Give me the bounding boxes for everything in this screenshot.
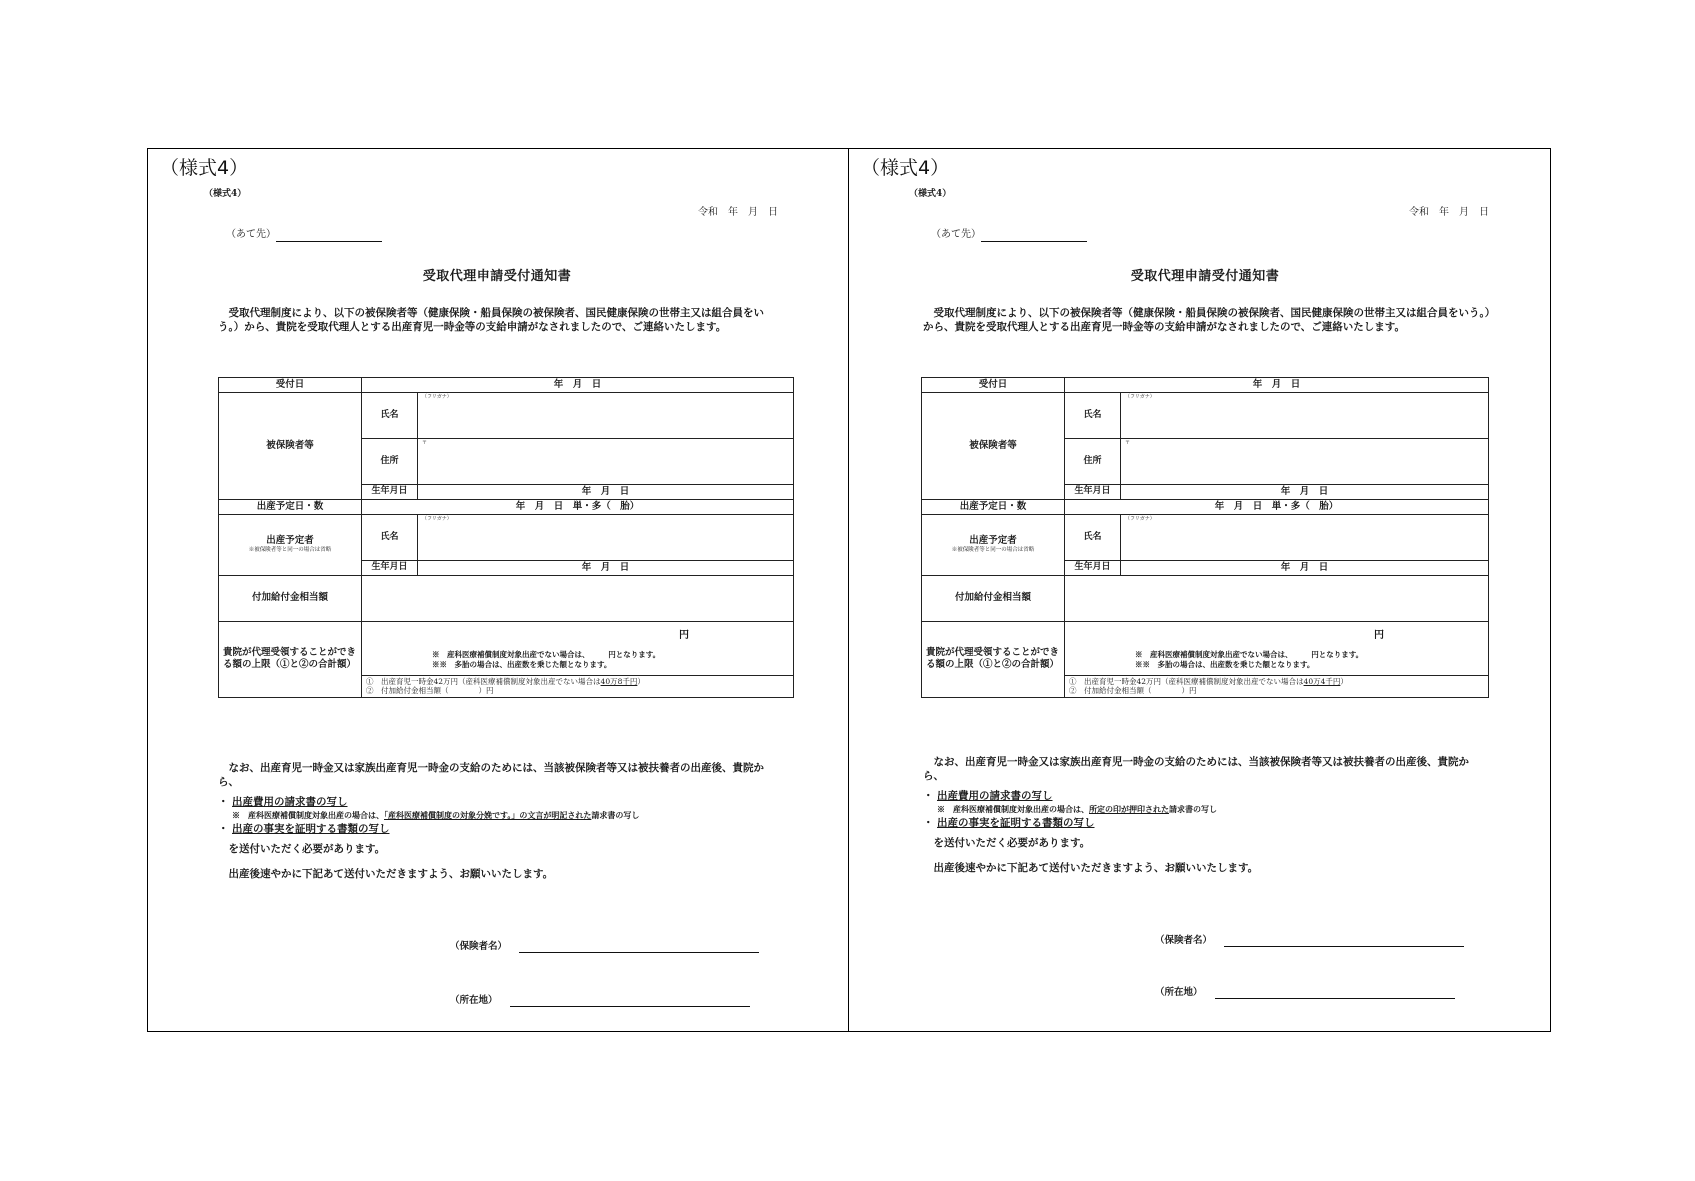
addressee-label: （あて先）: [931, 229, 981, 240]
invoice-note: [218, 810, 778, 821]
mother-note: ※被保険者等と同一の場合は省略: [248, 547, 332, 554]
closing-paragraph: なお、出産育児一時金又は家族出産育児一時金の支給のためには、当該被保険者等又は被扶養者の出産後、貴院から、: [218, 762, 764, 789]
required-item-invoice: ・ 出産費用の請求書の写し: [218, 795, 778, 809]
limit-label: 貴院が代理受領することができる額の上限（①と②の合計額）: [219, 621, 362, 698]
address-field: [418, 438, 794, 484]
limit-note-1: ※ 産科医療補償制度対象出産でない場合は、 円となります。: [432, 649, 661, 659]
limit-breakdown: [1065, 675, 1489, 698]
required-item-proof: ・ 出産の事実を証明する書類の写し: [923, 816, 1489, 830]
birthdate-value: 年 月 日: [418, 484, 794, 499]
mother-birthdate-label: 生年月日: [362, 560, 418, 575]
limit-note-2: ※※ 多胎の場合は、出産数を乗じた額となります。: [1135, 659, 1315, 669]
application-table: [921, 377, 1489, 698]
insurer-blank: [1224, 937, 1464, 947]
send-request: を送付いただく必要があります。: [228, 843, 386, 856]
mother-name-label: 氏名: [1065, 514, 1121, 560]
required-item-invoice: ・ 出産費用の請求書の写し: [923, 789, 1489, 803]
addressee-blank: [981, 232, 1087, 242]
limit-label: 貴院が代理受領することができる額の上限（①と②の合計額）: [922, 621, 1065, 698]
required-documents: [218, 795, 778, 836]
closing-section: [218, 761, 778, 881]
invoice-note: [923, 804, 1489, 815]
mother-note: ※被保険者等と同一の場合は省略: [951, 547, 1035, 554]
receipt-date-label: 受付日: [922, 378, 1065, 393]
limit-note-2: ※※ 多胎の場合は、出産数を乗じた額となります。: [432, 659, 612, 669]
breakdown-1-amount: 40万8千円: [600, 676, 638, 686]
addressee: [931, 229, 1087, 242]
name-field: [1121, 392, 1489, 438]
receipt-date-label: 受付日: [219, 378, 362, 393]
insurer-label: （保険者名）: [450, 941, 508, 952]
application-table: [218, 377, 794, 698]
postal-mark: 〒: [422, 439, 428, 446]
invoice-note-underline: 所定の印が押印された: [1089, 803, 1169, 814]
mother-kana-label: （フリガナ）: [422, 515, 452, 522]
address-label: 住所: [1065, 438, 1121, 484]
document-title: 受取代理申請受付通知書: [1130, 269, 1280, 284]
date-line: 令和 年 月 日: [1409, 207, 1489, 218]
please-request: 出産後速やかに下記あて送付いただきますよう、お願いいたします。: [933, 861, 1259, 874]
receipt-date-value: 年 月 日: [362, 378, 794, 393]
yen-unit: 円: [1374, 629, 1384, 641]
location-line: [450, 995, 750, 1007]
due-date-label: 出産予定日・数: [219, 499, 362, 514]
birthdate-label: 生年月日: [362, 484, 418, 499]
closing-section: [923, 755, 1489, 875]
due-date-value: 年 月 日 単・多（ 胎）: [1065, 499, 1489, 514]
intro-paragraph: 受取代理制度により、以下の被保険者等（健康保険・船員保険の被保険者、国民健康保険の世帯主又は組合員をいう。）から、貴院を受取代理人とする出産育児一時金等の支給申請がなされましたので、ご連絡いたします。: [923, 307, 1490, 333]
mother-kana-label: （フリガナ）: [1125, 515, 1155, 522]
required-documents: [923, 789, 1489, 830]
due-date-label: 出産予定日・数: [922, 499, 1065, 514]
location-blank: [1215, 989, 1455, 999]
breakdown-line-1: [366, 677, 789, 687]
extra-benefit-field: [362, 575, 794, 621]
form-number: （様式4）: [204, 189, 247, 199]
invoice-note-pre: ※ 産科医療補償制度対象出産の場合は、: [937, 803, 1089, 814]
breakdown-line-2: ② 付加給付金相当額（ ）円: [1069, 686, 1197, 696]
limit-notes: [432, 650, 660, 670]
breakdown-line-1: [1069, 677, 1484, 687]
mother-label: 出産予定者: [969, 535, 1017, 547]
insured-label: 被保険者等: [219, 392, 362, 499]
mother-label-cell: [219, 514, 362, 575]
kana-label: （フリガナ）: [422, 393, 452, 400]
birthdate-value: 年 月 日: [1121, 484, 1489, 499]
insurer-name-line: [1155, 935, 1464, 947]
document-title: 受取代理申請受付通知書: [422, 269, 572, 284]
name-field: [418, 392, 794, 438]
please-request: 出産後速やかに下記あて送付いただきますよう、お願いいたします。: [228, 867, 554, 880]
mother-birthdate-value: 年 月 日: [1121, 560, 1489, 575]
mother-name-label: 氏名: [362, 514, 418, 560]
limit-amount-field: [362, 621, 794, 675]
name-label: 氏名: [362, 392, 418, 438]
limit-note-1: ※ 産科医療補償制度対象出産でない場合は、 円となります。: [1135, 649, 1364, 659]
comparison-frame: [147, 148, 1551, 1032]
invoice-note-underline: 「産科医療補償制度の対象分娩です。」の文言が明記された: [384, 809, 592, 820]
invoice-note-post: 請求書の写し: [1169, 803, 1217, 814]
form-document: [204, 189, 790, 1019]
name-label: 氏名: [1065, 392, 1121, 438]
extra-benefit-label: 付加給付金相当額: [922, 575, 1065, 621]
location-label: （所在地）: [450, 995, 498, 1006]
invoice-note-post: 請求書の写し: [591, 809, 640, 820]
mother-birthdate-value: 年 月 日: [418, 560, 794, 575]
breakdown-1-post: ）: [1340, 676, 1348, 686]
postal-mark: 〒: [1125, 439, 1131, 446]
location-line: [1155, 987, 1455, 999]
yen-unit: 円: [679, 629, 689, 641]
mother-label: 出産予定者: [266, 535, 314, 547]
insured-label: 被保険者等: [922, 392, 1065, 499]
due-date-value: 年 月 日 単・多（ 胎）: [362, 499, 794, 514]
insurer-label: （保険者名）: [1155, 935, 1213, 946]
breakdown-1-post: ）: [637, 676, 645, 686]
panel-left: [148, 149, 848, 1031]
addressee-label: （あて先）: [226, 229, 276, 240]
location-label: （所在地）: [1155, 987, 1203, 998]
kana-label: （フリガナ）: [1125, 393, 1155, 400]
mother-name-field: [418, 514, 794, 560]
breakdown-1-pre: ① 出産育児一時金42万円（産科医療補償制度対象出産でない場合は: [366, 676, 601, 686]
form-number: （様式4）: [909, 189, 952, 199]
birthdate-label: 生年月日: [1065, 484, 1121, 499]
addressee: [226, 229, 382, 242]
limit-breakdown: [362, 675, 794, 698]
addressee-blank: [276, 232, 382, 242]
limit-notes: [1135, 650, 1363, 670]
mother-name-field: [1121, 514, 1489, 560]
mother-label-cell: [922, 514, 1065, 575]
invoice-note-pre: ※ 産科医療補償制度対象出産の場合は、: [232, 809, 384, 820]
intro-paragraph: 受取代理制度により、以下の被保険者等（健康保険・船員保険の被保険者、国民健康保険の世帯主又は組合員をいう。）から、貴院を受取代理人とする出産育児一時金等の支給申請がなされましたので、ご連絡いたします。: [218, 307, 764, 333]
address-field: [1121, 438, 1489, 484]
required-item-proof: ・ 出産の事実を証明する書類の写し: [218, 822, 778, 836]
extra-benefit-field: [1065, 575, 1489, 621]
send-request: を送付いただく必要があります。: [933, 837, 1091, 850]
insurer-blank: [519, 943, 759, 953]
panel-right: [848, 149, 1550, 1031]
mother-birthdate-label: 生年月日: [1065, 560, 1121, 575]
breakdown-1-pre: ① 出産育児一時金42万円（産科医療補償制度対象出産でない場合は: [1069, 676, 1304, 686]
extra-benefit-label: 付加給付金相当額: [219, 575, 362, 621]
breakdown-1-amount: 40万4千円: [1303, 676, 1341, 686]
address-label: 住所: [362, 438, 418, 484]
form-document: [909, 189, 1501, 1009]
panel-title: （様式4）: [861, 157, 950, 179]
receipt-date-value: 年 月 日: [1065, 378, 1489, 393]
location-blank: [510, 997, 750, 1007]
closing-paragraph: なお、出産育児一時金又は家族出産育児一時金の支給のためには、当該被保険者等又は被扶養者の出産後、貴院から、: [923, 756, 1469, 783]
insurer-name-line: [450, 941, 759, 953]
panel-title: （様式4）: [160, 157, 249, 179]
breakdown-line-2: ② 付加給付金相当額（ ）円: [366, 686, 494, 696]
limit-amount-field: [1065, 621, 1489, 675]
date-line: 令和 年 月 日: [698, 207, 778, 218]
